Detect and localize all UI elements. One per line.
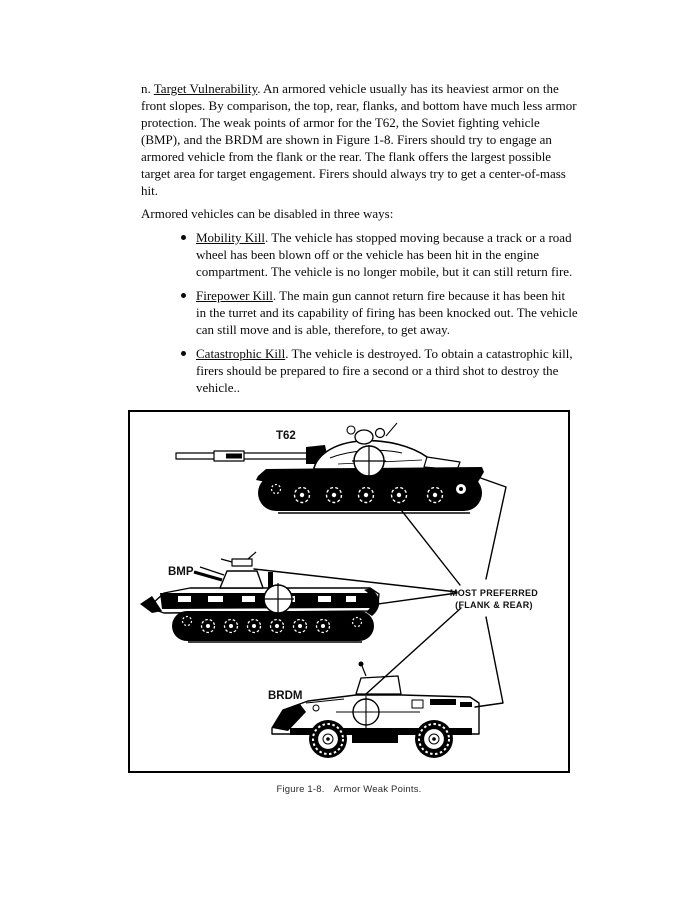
t62-label: T62	[276, 430, 296, 442]
figure-image	[128, 410, 570, 773]
mobility-kill-text: . The vehicle has stopped moving because a track or a road wheel has been blown off or the vehicle has been hit in the engine compartment. The vehicle is no longer mobile, but it can still return fire.	[196, 230, 573, 279]
catastrophic-kill-text: . The vehicle is destroyed. To obtain a catastrophic kill, firers should be prepared to fire a second or a third shot to destroy the vehicle..	[196, 346, 573, 395]
firepower-kill-text: . The main gun cannot return fire because it has been hit in the turret and its capability of firing has been knocked out. The vehicle can still move and is able, therefore, to get away.	[196, 288, 578, 337]
kill-types-list	[141, 229, 578, 396]
intro-paragraph	[141, 80, 578, 199]
figure-caption	[128, 784, 570, 795]
bmp-label: BMP	[168, 566, 194, 578]
most-preferred-callout-line1: MOST PREFERRED	[449, 588, 539, 598]
t62-road-wheels	[268, 480, 470, 507]
firepower-kill-term: Firepower Kill	[196, 288, 273, 303]
figure-1-8	[128, 410, 570, 795]
armor-weak-points-diagram	[130, 412, 568, 771]
figure-caption-number: Figure 1-8.	[276, 784, 325, 795]
catastrophic-kill-term: Catastrophic Kill	[196, 346, 286, 361]
brdm-label: BRDM	[268, 690, 303, 702]
most-preferred-callout-line2: (FLANK & REAR)	[455, 600, 533, 610]
t62-tank-illustration	[176, 423, 484, 513]
mobility-kill-term: Mobility Kill	[196, 230, 265, 245]
subparagraph-letter: n.	[141, 81, 154, 96]
figure-caption-title: Armor Weak Points.	[333, 784, 422, 795]
intro-body-text: . An armored vehicle usually has its heaviest armor on the front slopes. By comparison, the top, rear, flanks, and bottom have much less armor protection. The weak points of armor for the T62, the Soviet fighting vehicle (BMP), and the BRDM are shown in Figure 1-8. Firers should try to engage an armored vehicle from the flank or the rear. The flank offers the largest possible target area for target engagement. Firers should always try to get a center-of-mass hit.	[141, 81, 577, 198]
bullet-icon	[181, 235, 186, 240]
body-text	[141, 80, 578, 403]
list-item-catastrophic-kill	[141, 345, 578, 396]
bullet-icon	[181, 293, 186, 298]
target-vulnerability-term: Target Vulnerability	[153, 81, 258, 96]
list-item-firepower-kill	[141, 287, 578, 338]
list-item-mobility-kill	[141, 229, 578, 280]
bullet-icon	[181, 351, 186, 356]
list-intro-line: Armored vehicles can be disabled in three ways:	[141, 206, 394, 221]
